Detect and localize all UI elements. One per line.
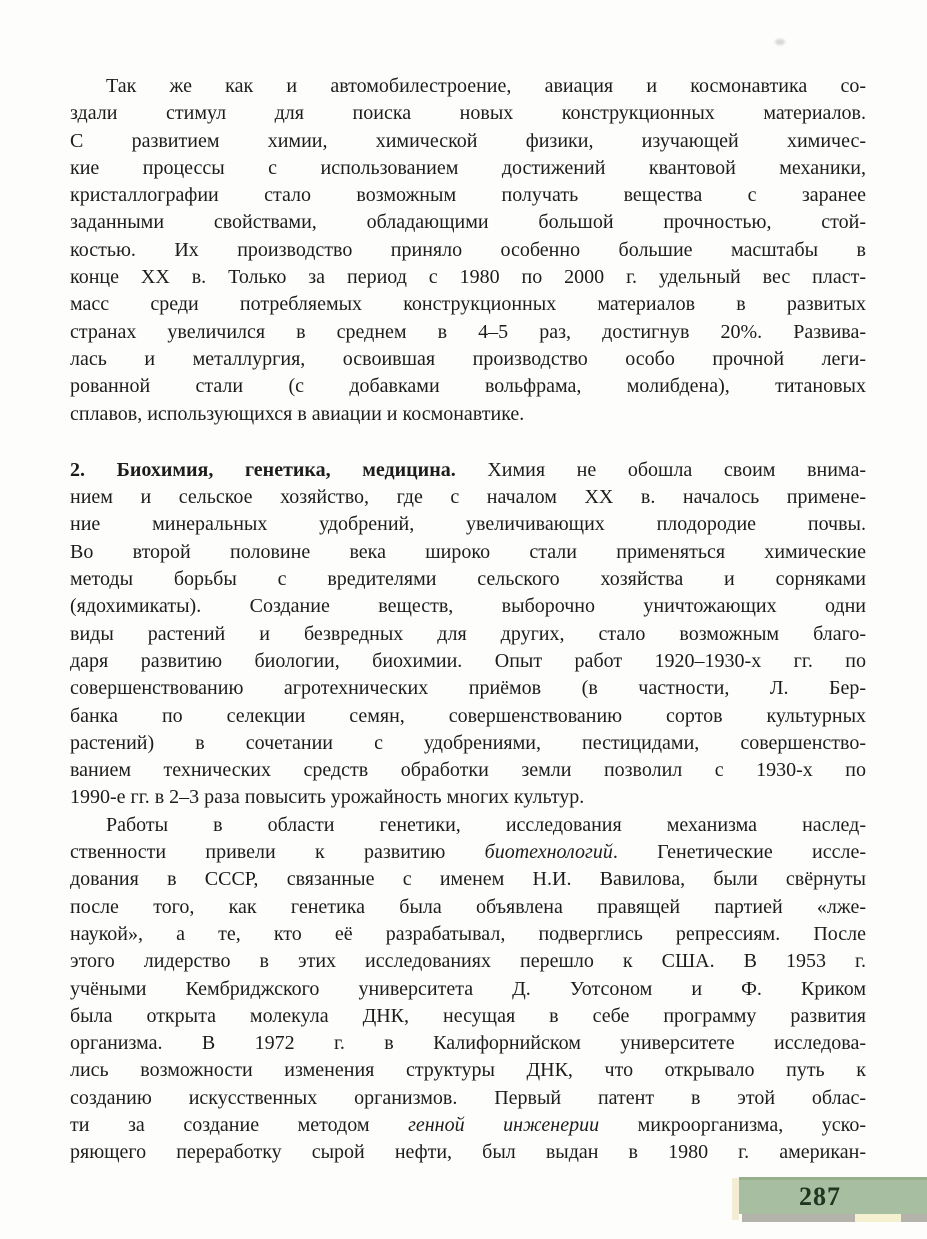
text-line: даря развитию биологии, биохимии. Опыт работ 1920–1930-х гг. по xyxy=(70,649,866,672)
text-line: учёными Кембриджского университета Д. Уотсоном и Ф. Криком xyxy=(70,977,866,1000)
text-line: созданию искусственных организмов. Первый патент в этой облас- xyxy=(70,1086,866,1109)
text-line xyxy=(70,839,866,866)
text-line: после того, как генетика была объявлена правящей партией «лже- xyxy=(70,895,866,918)
text-line: банка по селекции семян, совершенствованию сортов культурных xyxy=(70,704,866,727)
text-line: кие процессы с использованием достижений квантовой механики, xyxy=(70,156,866,179)
text-run: . Генетические иссле- xyxy=(612,841,866,864)
text-line: здали стимул для поиска новых конструкционных материалов. xyxy=(70,102,866,125)
text-line: наукой», а те, кто её разрабатывал, подверглись репрессиям. После xyxy=(70,922,866,945)
text-run: ственности привели к развитию xyxy=(70,841,485,864)
text-line: (ядохимикаты). Создание веществ, выборочно уничтожающих одни xyxy=(70,595,866,618)
paragraph xyxy=(70,812,866,1167)
text-line: Работы в области генетики, исследования механизма наслед- xyxy=(106,813,866,836)
text-line: костью. Их производство приняло особенно большие масштабы в xyxy=(70,238,866,261)
page-number-box xyxy=(739,1177,927,1214)
paragraph xyxy=(70,457,866,812)
text-line: методы борьбы с вредителями сельского хозяйства и сорняками xyxy=(70,568,866,591)
text-run-bold: 2. Биохимия, генетика, медицина. xyxy=(70,458,456,481)
text-line: организма. В 1972 г. в Калифорнийском университете исследова- xyxy=(70,1032,866,1055)
text-line: кристаллографии стало возможным получать вещества с заранее xyxy=(70,184,866,207)
text-line: ние минеральных удобрений, увеличивающих плодородие почвы. xyxy=(70,513,866,536)
text-line: 1990-е гг. в 2–3 раза повысить урожайность многих культур. xyxy=(70,786,585,809)
page-footer xyxy=(739,1177,927,1223)
text-line xyxy=(70,457,866,484)
text-run: микроорганизма, уско- xyxy=(599,1113,866,1136)
footer-yellow-patch xyxy=(855,1214,901,1222)
text-run-italic: биотехнологий xyxy=(484,841,613,864)
paragraph xyxy=(70,73,866,428)
text-line: была открыта молекула ДНК, несущая в себе программу развития xyxy=(70,1004,866,1027)
text-line: нием и сельское хозяйство, где с началом XX в. началось примене- xyxy=(70,486,866,509)
text-run: Химия не обошла своим внима- xyxy=(455,458,866,481)
text-line: С развитием химии, химической физики, изучающей химичес- xyxy=(70,129,866,152)
text-line: ряющего переработку сырой нефти, был выдан в 1980 г. американ- xyxy=(70,1141,866,1164)
text-line: дования в СССР, связанные с именем Н.И. Вавилова, были свёрнуты xyxy=(70,868,866,891)
text-line: ванием технических средств обработки земли позволил с 1930-х по xyxy=(70,759,866,782)
page-text xyxy=(70,73,866,1167)
footer-shadow xyxy=(742,1214,927,1222)
text-line: рованной стали (с добавками вольфрама, молибдена), титановых xyxy=(70,375,866,398)
text-line: странах увеличился в среднем в 4–5 раз, достигнув 20%. Развива- xyxy=(70,320,866,343)
text-line: конце XX в. Только за период с 1980 по 2000 г. удельный вес пласт- xyxy=(70,266,866,289)
text-line: этого лидерство в этих исследованиях перешло к США. В 1953 г. xyxy=(70,950,866,973)
text-run-italic: генной инженерии xyxy=(408,1113,600,1136)
text-line xyxy=(70,1112,866,1139)
text-line: сплавов, использующихся в авиации и космонавтике. xyxy=(70,402,525,425)
text-line: лась и металлургия, освоившая производство особо прочной леги- xyxy=(70,347,866,370)
text-line: совершенствованию агротехнических приёмов (в частности, Л. Бер- xyxy=(70,677,866,700)
text-run: ти за создание методом xyxy=(70,1113,409,1136)
text-line: Так же как и автомобилестроение, авиация и космонавтика со- xyxy=(106,75,866,97)
footer-left-edge xyxy=(732,1178,739,1220)
text-line: лись возможности изменения структуры ДНК, что открывало путь к xyxy=(70,1059,866,1082)
text-line: Во второй половине века широко стали применяться химические xyxy=(70,540,866,563)
text-line: масс среди потребляемых конструкционных материалов в развитых xyxy=(70,293,866,316)
text-line: заданными свойствами, обладающими большой прочностью, стой- xyxy=(70,211,866,234)
text-line: растений) в сочетании с удобрениями, пестицидами, совершенство- xyxy=(70,731,866,754)
text-line: виды растений и безвредных для других, стало возможным благо- xyxy=(70,622,866,645)
page-number: 287 xyxy=(799,1182,841,1211)
scan-smudge-artifact xyxy=(775,39,785,45)
